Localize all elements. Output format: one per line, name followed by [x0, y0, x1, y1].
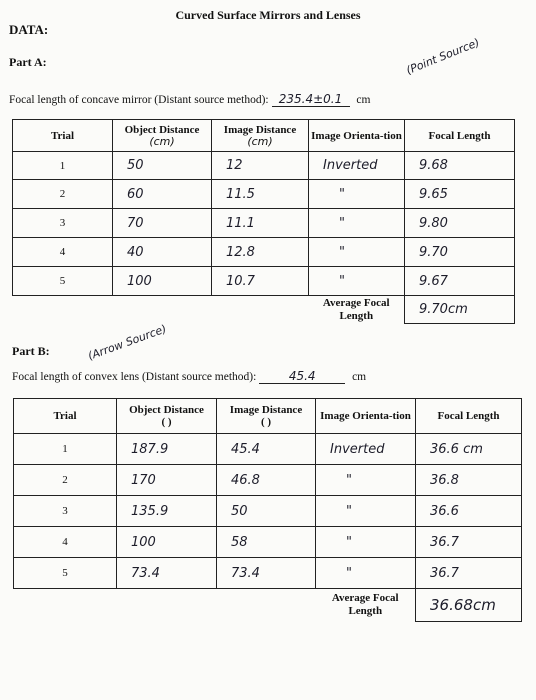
focal-length-cell: 9.67 — [405, 267, 515, 296]
image-distance-cell: 10.7 — [212, 267, 309, 296]
blank-cell — [14, 589, 117, 622]
image-distance-cell: 12 — [212, 152, 309, 180]
image-distance-cell: 58 — [217, 527, 316, 558]
image-distance-cell: 73.4 — [217, 558, 316, 589]
table-row — [13, 238, 515, 267]
table-row — [14, 527, 522, 558]
table-row — [13, 180, 515, 209]
part-a-header-row — [13, 120, 515, 152]
trial-cell: 4 — [14, 527, 117, 558]
part-b-th-trial: Trial — [14, 399, 117, 434]
focal-length-cell: 36.6 — [416, 496, 522, 527]
part-b-th-image-label: Image Distance — [229, 404, 303, 416]
part-a-th-trial: Trial — [13, 120, 113, 152]
table-row — [14, 434, 522, 465]
focal-length-cell: 9.65 — [405, 180, 515, 209]
table-row — [14, 496, 522, 527]
table-row — [13, 152, 515, 180]
focal-length-cell: 36.7 — [416, 527, 522, 558]
part-b-annotation: (Arrow Source) — [86, 322, 169, 363]
part-b-th-object — [117, 399, 217, 434]
blank-cell — [117, 589, 217, 622]
part-b-th-image-unit: ( ) — [260, 416, 272, 428]
part-a-th-focal: Focal Length — [405, 120, 515, 152]
orientation-cell: " — [309, 209, 405, 238]
average-value: 36.68cm — [416, 589, 522, 622]
part-b-focal-line — [12, 369, 366, 384]
part-b-th-orientation: Image Orienta-tion — [316, 399, 416, 434]
part-a-focal-unit: cm — [356, 94, 371, 106]
focal-length-cell: 36.8 — [416, 465, 522, 496]
image-distance-cell: 46.8 — [217, 465, 316, 496]
orientation-cell: " — [316, 465, 416, 496]
trial-cell: 3 — [14, 496, 117, 527]
part-b-focal-unit: cm — [352, 371, 367, 383]
part-a-th-image-label: Image Distance — [223, 123, 297, 136]
table-row — [13, 267, 515, 296]
table-row — [13, 209, 515, 238]
trial-cell: 5 — [13, 267, 113, 296]
object-distance-cell: 187.9 — [117, 434, 217, 465]
part-a-focal-line — [9, 92, 370, 107]
trial-cell: 1 — [14, 434, 117, 465]
part-a-th-object-label: Object Distance — [124, 123, 200, 136]
orientation-cell: Inverted — [309, 152, 405, 180]
part-b-th-focal: Focal Length — [416, 399, 522, 434]
table-row — [14, 558, 522, 589]
part-b-table — [13, 398, 522, 622]
image-distance-cell: 11.5 — [212, 180, 309, 209]
part-b-focal-text: Focal length of convex lens (Distant source method): — [12, 371, 257, 383]
part-a-focal-text: Focal length of concave mirror (Distant source method): — [9, 94, 269, 106]
object-distance-cell: 40 — [113, 238, 212, 267]
average-value: 9.70cm — [405, 296, 515, 324]
trial-cell: 4 — [13, 238, 113, 267]
image-distance-cell: 45.4 — [217, 434, 316, 465]
blank-cell — [217, 589, 316, 622]
orientation-cell: " — [309, 180, 405, 209]
table-row — [14, 465, 522, 496]
part-b-heading: Part B: — [12, 344, 50, 358]
orientation-cell: " — [309, 238, 405, 267]
part-a-th-image-unit: (cm) — [247, 134, 273, 148]
part-b-th-object-unit: ( ) — [161, 416, 172, 428]
trial-cell: 3 — [13, 209, 113, 238]
image-distance-cell: 50 — [217, 496, 316, 527]
object-distance-cell: 100 — [117, 527, 217, 558]
object-distance-cell: 135.9 — [117, 496, 217, 527]
part-b-header-row — [14, 399, 522, 434]
part-a-focal-value: 235.4±0.1 — [272, 92, 350, 107]
trial-cell: 2 — [14, 465, 117, 496]
page-title: Curved Surface Mirrors and Lenses — [175, 8, 361, 22]
focal-length-cell: 9.80 — [405, 209, 515, 238]
orientation-cell: Inverted — [316, 434, 416, 465]
part-a-heading: Part A: — [9, 55, 47, 69]
image-distance-cell: 11.1 — [212, 209, 309, 238]
average-row — [14, 589, 522, 622]
object-distance-cell: 100 — [113, 267, 212, 296]
average-row — [13, 296, 515, 324]
part-b-th-image — [217, 399, 316, 434]
part-a-th-orientation: Image Orienta-tion — [309, 120, 405, 152]
orientation-cell: " — [309, 267, 405, 296]
part-b-th-object-label: Object Distance — [129, 404, 204, 416]
orientation-cell: " — [316, 527, 416, 558]
object-distance-cell: 170 — [117, 465, 217, 496]
object-distance-cell: 50 — [113, 152, 212, 180]
focal-length-cell: 9.68 — [405, 152, 515, 180]
focal-length-cell: 36.7 — [416, 558, 522, 589]
object-distance-cell: 73.4 — [117, 558, 217, 589]
part-a-th-image — [212, 120, 309, 152]
average-label: Average Focal Length — [331, 592, 399, 618]
part-b-focal-value: 45.4 — [259, 369, 345, 384]
blank-cell — [212, 296, 309, 324]
orientation-cell: " — [316, 496, 416, 527]
blank-cell — [113, 296, 212, 324]
part-a-th-object — [113, 120, 212, 152]
part-a-th-object-unit: (cm) — [149, 134, 175, 148]
blank-cell — [13, 296, 113, 324]
trial-cell: 1 — [13, 152, 113, 180]
focal-length-cell: 36.6 cm — [416, 434, 522, 465]
object-distance-cell: 70 — [113, 209, 212, 238]
orientation-cell: " — [316, 558, 416, 589]
trial-cell: 5 — [14, 558, 117, 589]
part-a-annotation: (Point Source) — [404, 35, 482, 78]
object-distance-cell: 60 — [113, 180, 212, 209]
part-a-table — [12, 119, 515, 324]
image-distance-cell: 12.8 — [212, 238, 309, 267]
average-label: Average Focal Length — [322, 296, 390, 322]
focal-length-cell: 9.70 — [405, 238, 515, 267]
trial-cell: 2 — [13, 180, 113, 209]
data-heading: DATA: — [9, 22, 49, 37]
